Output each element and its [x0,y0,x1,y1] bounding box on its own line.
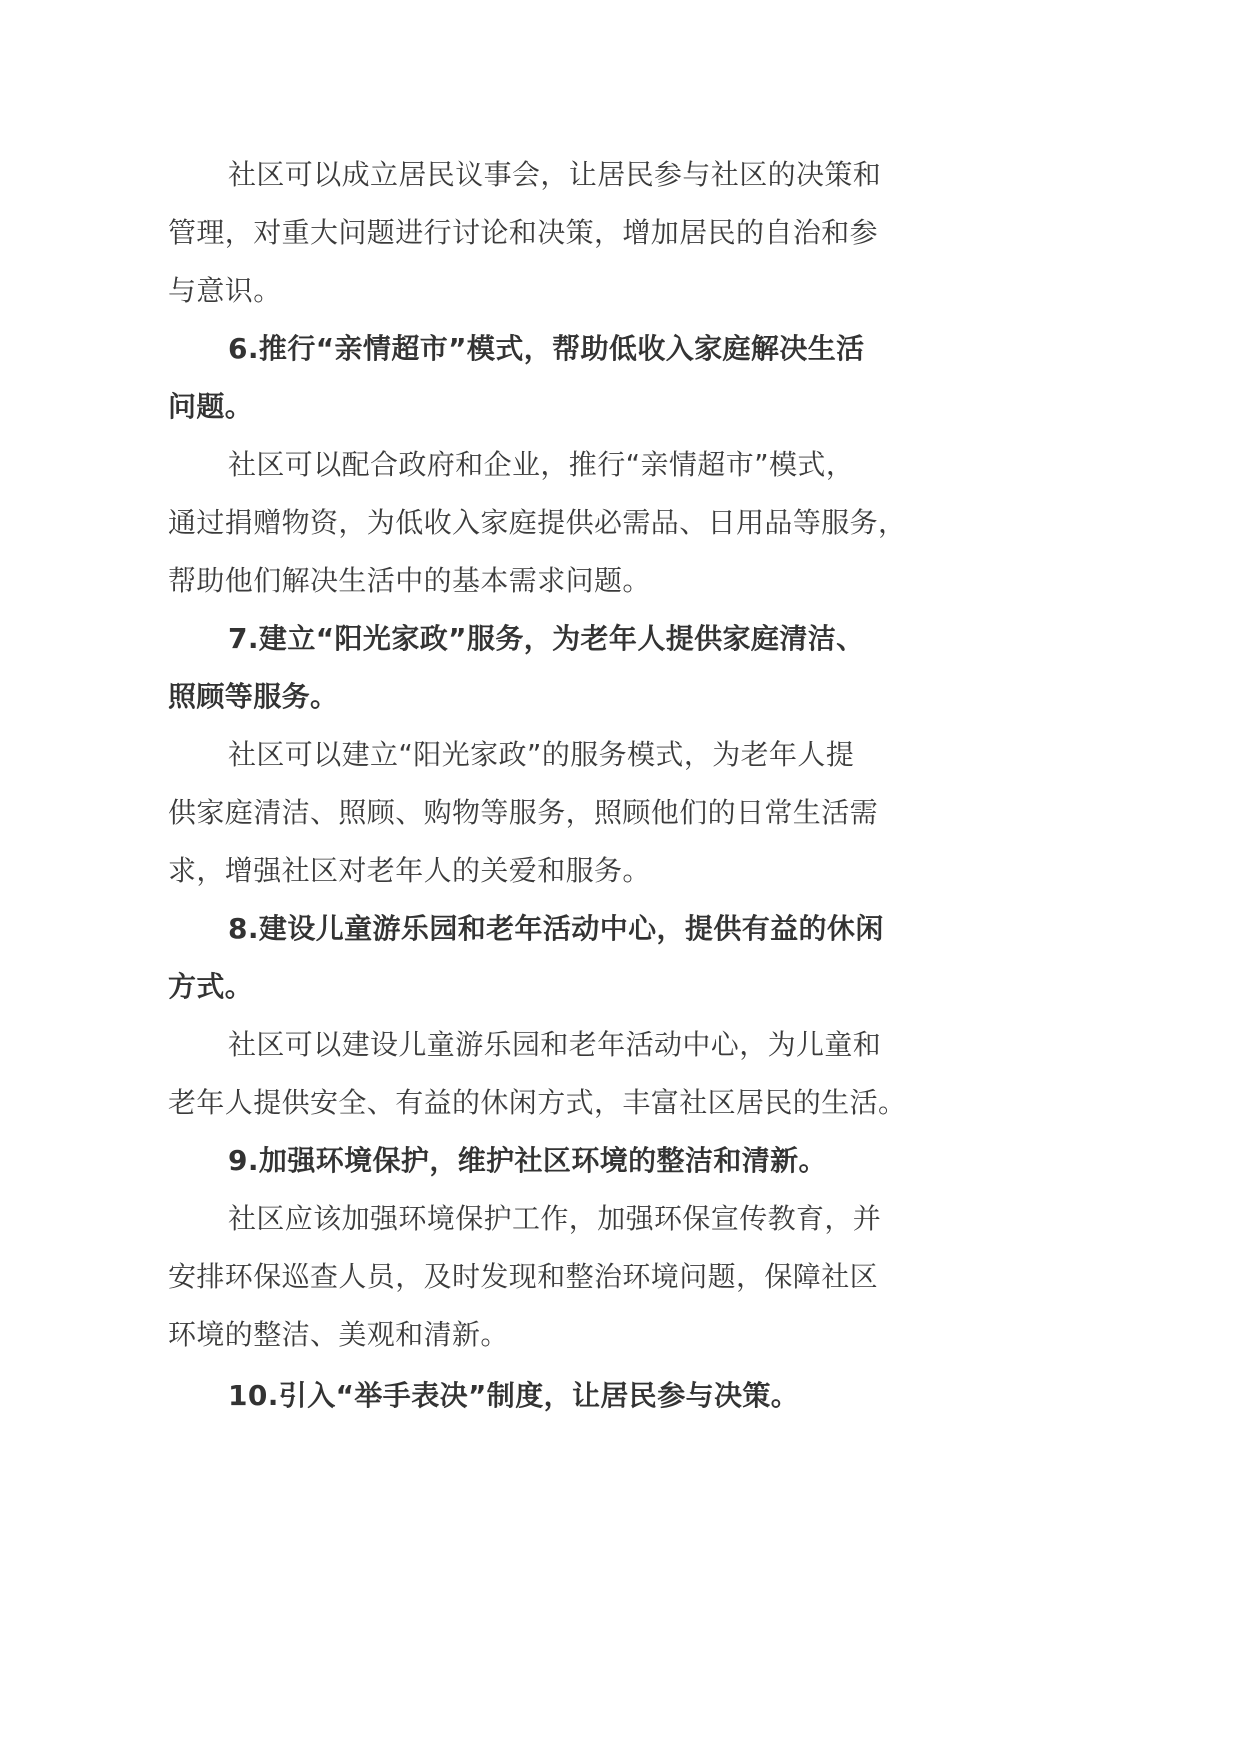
section-heading-7: 7.建立“阳光家政”服务，为老年人提供家庭清洁、 [228,622,865,655]
paragraph-line: 安排环保巡查人员，及时发现和整治环境问题，保障社区 [168,1260,879,1293]
paragraph-line: 老年人提供安全、有益的休闲方式，丰富社区居民的生活。 [168,1086,907,1119]
paragraph-line: 求，增强社区对老年人的关爱和服务。 [168,854,651,887]
section-heading-8-continued: 方式。 [168,970,254,1003]
paragraph-line: 社区应该加强环境保护工作，加强环保宣传教育，并 [228,1202,882,1235]
paragraph-line: 管理，对重大问题进行讨论和决策，增加居民的自治和参 [168,216,879,249]
section-heading-8: 8.建设儿童游乐园和老年活动中心，提供有益的休闲 [228,912,884,945]
section-heading-6: 6.推行“亲情超市”模式，帮助低收入家庭解决生活 [228,332,865,365]
paragraph-line: 供家庭清洁、照顾、购物等服务，照顾他们的日常生活需 [168,796,879,829]
paragraph-line: 社区可以建立“阳光家政”的服务模式，为老年人提 [228,738,855,771]
section-heading-9: 9.加强环境保护，维护社区环境的整洁和清新。 [228,1144,827,1177]
paragraph-line: 社区可以成立居民议事会，让居民参与社区的决策和 [228,158,882,191]
paragraph-line: 帮助他们解决生活中的基本需求问题。 [168,564,651,597]
paragraph-line: 通过捐赠物资，为低收入家庭提供必需品、日用品等服务， [168,506,907,539]
paragraph-line: 社区可以建设儿童游乐园和老年活动中心，为儿童和 [228,1028,882,1061]
section-heading-6-continued: 问题。 [168,390,254,423]
section-heading-7-continued: 照顾等服务。 [168,680,339,713]
paragraph-line: 与意识。 [168,274,282,307]
paragraph-line: 环境的整洁、美观和清新。 [168,1318,509,1351]
section-heading-10: 10.引入“举手表决”制度，让居民参与决策。 [228,1379,800,1412]
paragraph-line: 社区可以配合政府和企业，推行“亲情超市”模式， [228,448,855,481]
